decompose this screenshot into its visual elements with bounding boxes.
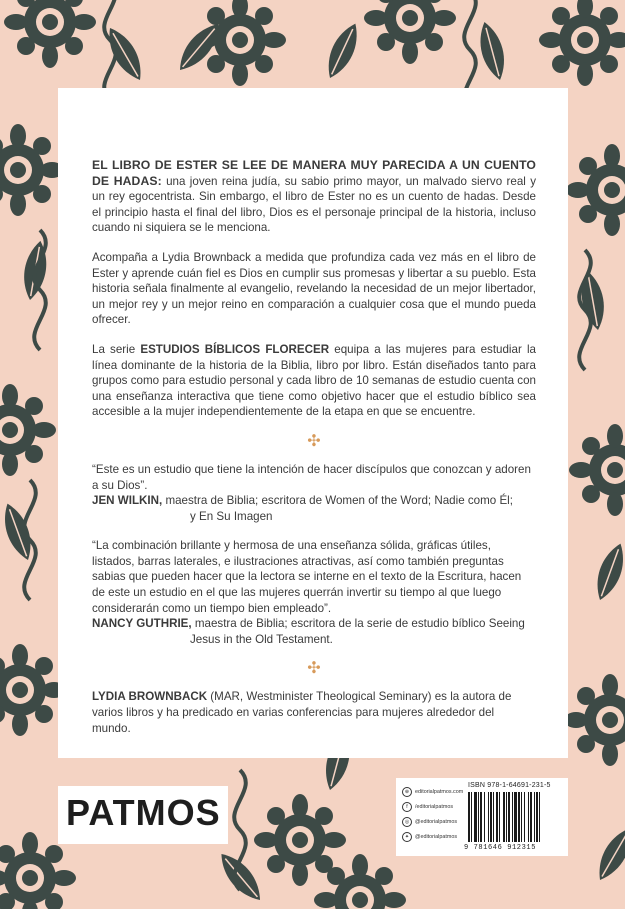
publisher-logo-box xyxy=(58,786,228,844)
social-row-facebook xyxy=(402,799,464,814)
barcode-bar xyxy=(490,792,492,842)
barcode-bar xyxy=(534,792,535,842)
barcode-bar xyxy=(499,792,500,842)
barcode-bar xyxy=(471,792,472,842)
ornament-icon-2: ✣ xyxy=(307,660,321,678)
barcode-bar xyxy=(503,792,505,842)
globe-icon: ⊕ xyxy=(402,787,412,797)
isbn-digits: 9 781646 912315 xyxy=(464,844,537,852)
isbn-label: ISBN 978-1-64691-231-5 xyxy=(468,782,551,789)
barcode xyxy=(468,792,562,842)
blurb-paragraph-1 xyxy=(92,158,536,236)
social-row-web xyxy=(402,784,464,799)
barcode-bar xyxy=(530,792,532,842)
barcode-bar xyxy=(524,792,525,842)
endorser-name-2: NANCY GUTHRIE, xyxy=(92,617,192,631)
social-row-twitter xyxy=(402,829,464,844)
barcode-bar xyxy=(484,792,485,842)
publisher-logo: PATMOS xyxy=(66,792,221,833)
barcode-bar xyxy=(518,792,520,842)
author-name: LYDIA BROWNBACK xyxy=(92,690,208,704)
instagram-icon: ◎ xyxy=(402,817,412,827)
social-label-web: editorialpatmos.com xyxy=(415,788,464,795)
barcode-bar xyxy=(496,792,498,842)
endorsement-attribution-1 xyxy=(92,493,536,524)
ornament-icon: ✣ xyxy=(307,432,321,450)
twitter-icon: ✦ xyxy=(402,832,412,842)
author-bio xyxy=(92,689,536,736)
blurb-lead: EL LIBRO DE ESTER SE LEE DE MANERA MUY PARECIDA A UN CUENTO DE HADAS: xyxy=(92,158,536,188)
barcode-bar xyxy=(514,792,517,842)
barcode-bar xyxy=(478,792,479,842)
barcode-bar xyxy=(528,792,529,842)
barcode-bar xyxy=(506,792,507,842)
barcode-bar xyxy=(539,792,540,842)
barcode-bar xyxy=(521,792,522,842)
barcode-bar xyxy=(512,792,513,842)
barcode-bar xyxy=(474,792,477,842)
endorser-role-2-cont: Jesus in the Old Testament. xyxy=(190,632,333,646)
series-name: ESTUDIOS BÍBLICOS FLORECER xyxy=(140,342,330,356)
social-label-instagram: @editorialpatmos xyxy=(415,818,458,825)
blurb-p3-post: equipa a las mujeres para estudiar la línea dominante de la historia de la Biblia, libro por libro. Están diseñados tanto para grupos como para estudio personal y cada libro de 10 semanas de estudio cuenta con una enseñanza interactiva que tiene como objetivo hacer que el estudio bíblico sea accesible a la mujer independientemente de la etapa en que se encuentre. xyxy=(92,342,536,419)
back-cover-content xyxy=(92,158,536,736)
barcode-box xyxy=(396,778,568,856)
endorser-name-1: JEN WILKIN, xyxy=(92,494,163,508)
social-label-twitter: @editorialpatmos xyxy=(415,833,458,840)
endorser-role-1: maestra de Biblia; escritora de Women of the Word; Nadie como Él; xyxy=(162,494,513,508)
social-links xyxy=(402,784,464,844)
endorsement-attribution-2 xyxy=(92,616,536,647)
endorser-role-1-cont: y En Su Imagen xyxy=(190,509,273,523)
barcode-bar xyxy=(480,792,482,842)
social-row-instagram xyxy=(402,814,464,829)
endorsement-quote-1: “Este es un estudio que tiene la intención de hacer discípulos que conozcan y adoren a su Dios”. xyxy=(92,462,531,492)
endorsement-quote-2: “La combinación brillante y hermosa de una enseñanza sólida, gráficas útiles, listados, barras laterales, e ilustraciones atractivas, así como también preguntas sabias que pueden hacer que la lectora se interne en el texto de la Escritura, hacen de este un estudio en el que las mujeres querrán invertir su tiempo al que luego considerarán como un tiempo bien empleado”. xyxy=(92,539,522,615)
blurb-p3-pre: La serie xyxy=(92,342,141,356)
facebook-icon: f xyxy=(402,802,412,812)
blurb-p1-body: una joven reina judía, su sabio primo mayor, un malvado siervo real y un rey egocentrista. Sin embargo, el libro de Ester no es un cuento de hadas. Desde el principio hasta el final del libro, Dios es el personaje principal de la historia, incluso cuando ni siquiera se le menciona. xyxy=(92,174,536,235)
social-label-facebook: /editorialpatmos xyxy=(415,803,454,810)
barcode-bar xyxy=(468,792,470,842)
barcode-bar xyxy=(493,792,494,842)
blurb-paragraph-2: Acompaña a Lydia Brownback a medida que profundiza cada vez más en el libro de Ester y aprende cuán fiel es Dios en cumplir sus promesas y libertar a su pueblo. Esta historia señala finalmente al evangelio, revelando la necesidad de un mejor libertador, un mejor rey y un mejor reino en comparación a cualquier cosa que el mundo pueda ofrecer. xyxy=(92,250,536,327)
barcode-bar xyxy=(536,792,538,842)
barcode-bar xyxy=(488,792,489,842)
blurb-paragraph-3 xyxy=(92,342,536,420)
author-bio-text: (MAR, Westminister Theological Seminary) es la autora de varios libros y ha predicado en varias conferencias para mujeres alrededor del mundo. xyxy=(92,690,512,735)
endorser-role-2: maestra de Biblia; escritora de la serie de estudio bíblico Seeing xyxy=(191,617,525,631)
barcode-bar xyxy=(508,792,510,842)
